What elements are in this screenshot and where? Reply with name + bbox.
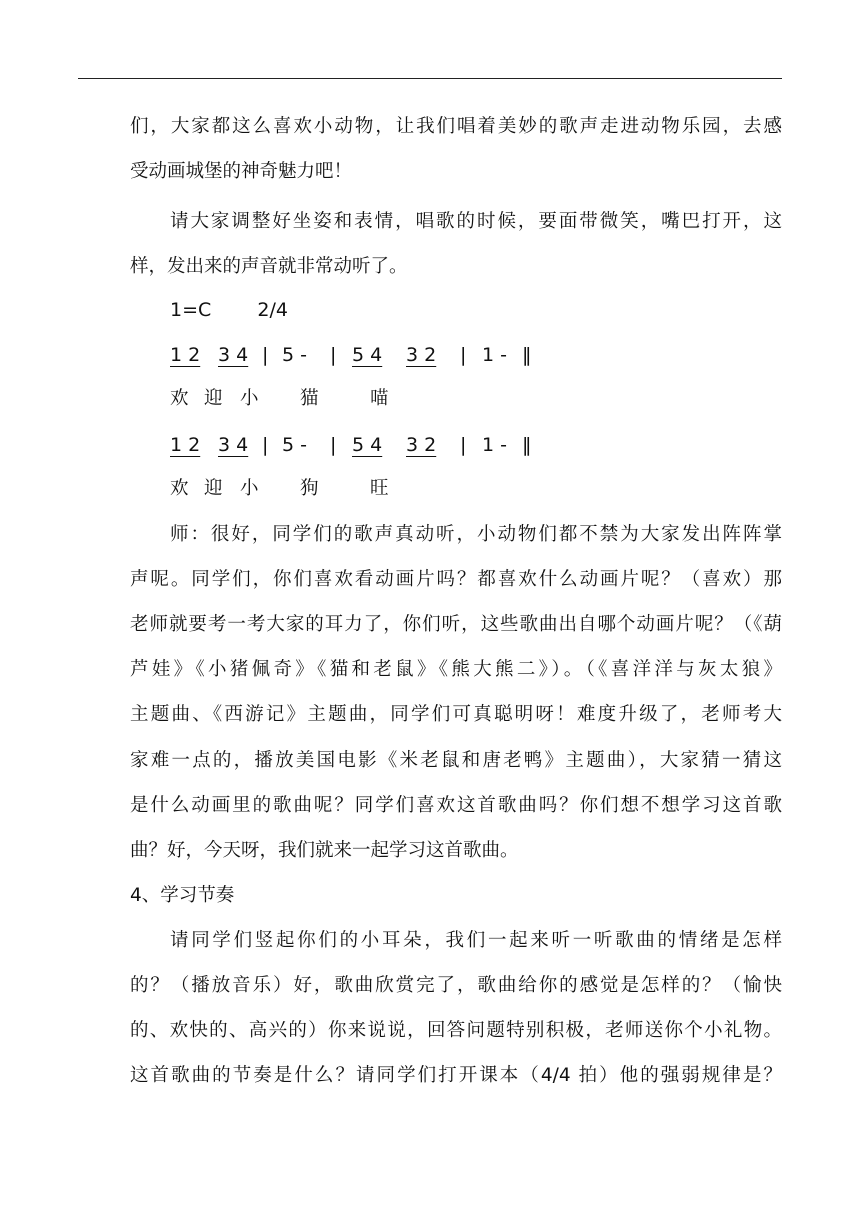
paragraph-line: 请同学们竖起你们的小耳朵，我们一起来听一听歌曲的情绪是怎样 xyxy=(170,930,782,951)
bar-line: | xyxy=(262,434,269,456)
lyric: 狗 xyxy=(300,478,319,499)
lyric: 猫 xyxy=(300,388,319,409)
paragraph-line: 主题曲、《西游记》主题曲，同学们可真聪明呀！难度升级了，老师考大 xyxy=(130,704,782,725)
lyric: 欢 xyxy=(170,478,189,499)
lyric: 小 xyxy=(240,478,259,499)
paragraph-line: 受动画城堡的神奇魅力吧！ xyxy=(130,161,353,182)
note-group: 3 2 xyxy=(406,344,437,366)
key-signature xyxy=(170,298,288,322)
note-group: 5 4 xyxy=(352,434,383,456)
paragraph-line: 老师就要考一考大家的耳力了，你们听，这些歌曲出自哪个动画片呢？（《葫 xyxy=(130,614,782,635)
bar-line: | xyxy=(330,434,337,456)
paragraph-line: 师：很好，同学们的歌声真动听，小动物们都不禁为大家发出阵阵掌 xyxy=(170,524,782,545)
paragraph-line: 家难一点的，播放美国电影《米老鼠和唐老鸭》主题曲），大家猜一猜这 xyxy=(130,750,782,771)
note-group: 1 - xyxy=(482,344,507,366)
lyric: 迎 xyxy=(204,388,223,409)
paragraph-line: 是什么动画里的歌曲呢？同学们喜欢这首歌曲吗？你们想不想学习这首歌 xyxy=(130,795,782,816)
note-group: 3 4 xyxy=(218,344,249,366)
note-group: 5 - xyxy=(282,434,307,456)
key-label: 1=C xyxy=(170,299,212,321)
paragraph-line: 请大家调整好坐姿和表情，唱歌的时候，要面带微笑，嘴巴打开，这 xyxy=(170,211,782,232)
end-bar: ‖ xyxy=(522,344,532,366)
note-group: 3 4 xyxy=(218,434,249,456)
note-group: 5 - xyxy=(282,344,307,366)
section-heading: 4、学习节奏 xyxy=(130,885,235,906)
paragraph-line: 样，发出来的声音就非常动听了。 xyxy=(130,256,408,277)
note-group: 1 2 xyxy=(170,344,201,366)
header-rule xyxy=(78,78,782,79)
bar-line: | xyxy=(460,434,467,456)
lyric: 欢 xyxy=(170,388,189,409)
paragraph-line: 的、欢快的、高兴的）你来说说，回答问题特别积极，老师送你个小礼物。 xyxy=(130,1020,782,1041)
lyric: 小 xyxy=(240,388,259,409)
note-group: 3 2 xyxy=(406,434,437,456)
bar-line: | xyxy=(330,344,337,366)
time-signature: 2/4 xyxy=(257,299,288,321)
bar-line: | xyxy=(262,344,269,366)
paragraph-line: 声呢。同学们，你们喜欢看动画片吗？都喜欢什么动画片呢？（喜欢）那 xyxy=(130,569,782,590)
paragraph-line: 曲？好，今天呀，我们就来一起学习这首歌曲。 xyxy=(130,840,519,861)
end-bar: ‖ xyxy=(522,434,532,456)
paragraph-line: 这首歌曲的节奏是什么？请同学们打开课本（4/4 拍）他的强弱规律是？ xyxy=(130,1065,782,1086)
bar-line: | xyxy=(460,344,467,366)
paragraph-line: 的？（播放音乐）好，歌曲欣赏完了，歌曲给你的感觉是怎样的？（愉快 xyxy=(130,975,782,996)
lyrics-line-1 xyxy=(170,387,470,413)
note-group: 1 2 xyxy=(170,434,201,456)
lyric: 迎 xyxy=(204,478,223,499)
note-group: 1 - xyxy=(482,434,507,456)
lyric: 喵 xyxy=(370,388,389,409)
lyrics-line-2 xyxy=(170,477,470,503)
note-group: 5 4 xyxy=(352,344,383,366)
lyric: 旺 xyxy=(370,478,389,499)
paragraph-line: 们，大家都这么喜欢小动物，让我们唱着美妙的歌声走进动物乐园，去感 xyxy=(130,116,782,137)
paragraph-line: 芦娃》《小猪佩奇》《猫和老鼠》《熊大熊二》）。（《喜洋洋与灰太狼》 xyxy=(130,659,782,680)
